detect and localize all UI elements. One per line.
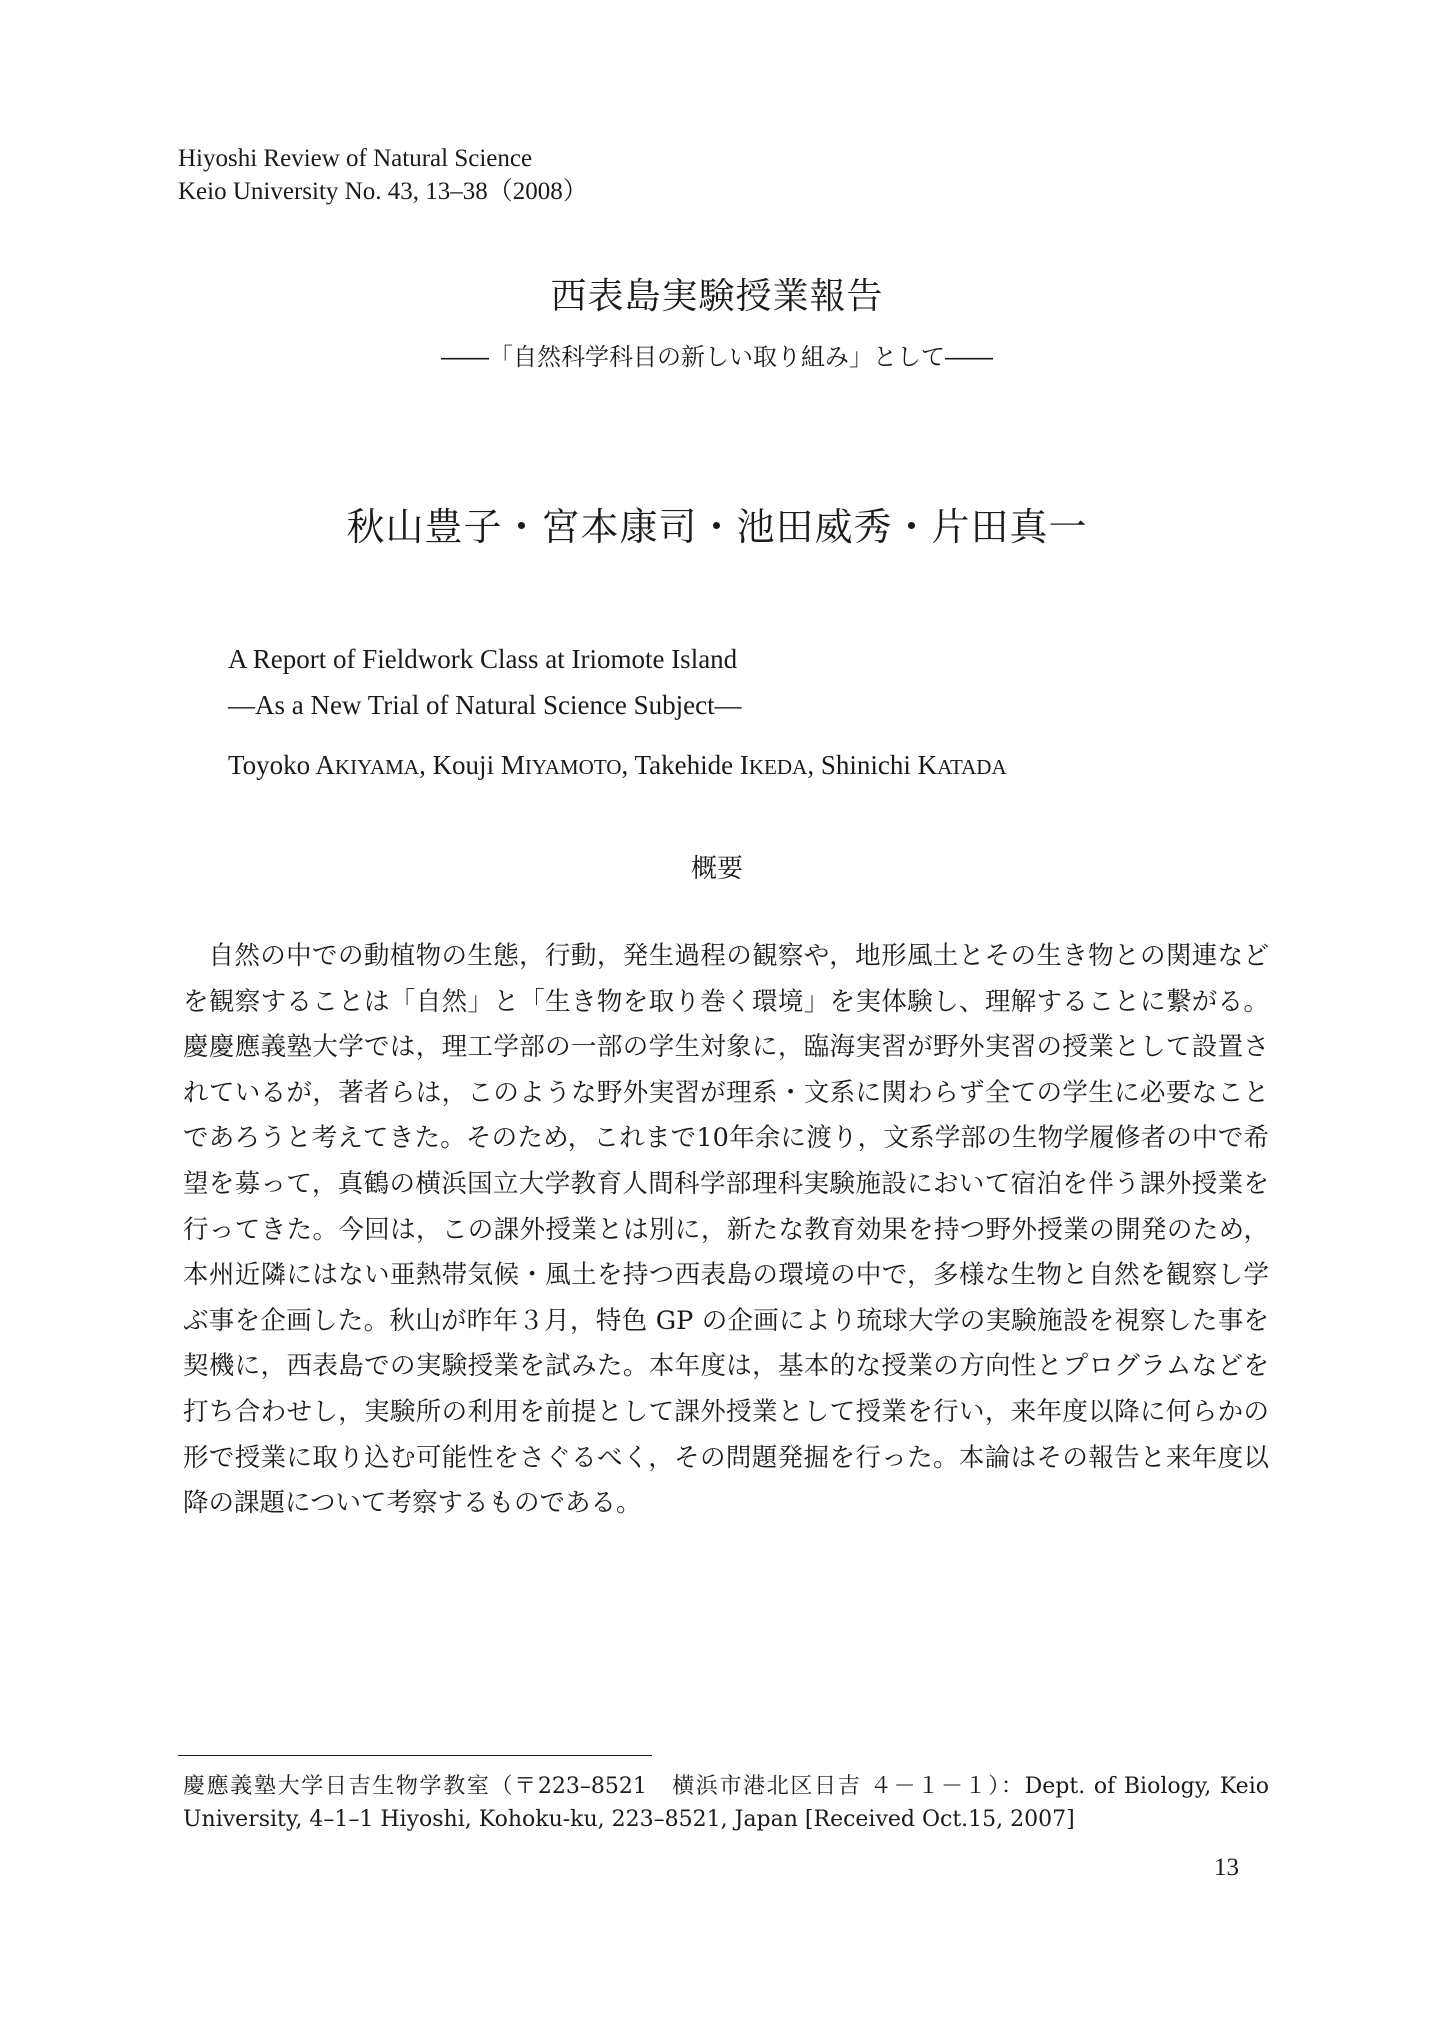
author-given-name: Shinichi — [820, 750, 918, 780]
author-english: Takehide IKEDA, — [634, 750, 821, 780]
footnote-divider — [178, 1755, 652, 1756]
author-family-name: AKIYAMA — [315, 750, 420, 780]
author-family-name: MIYAMOTO — [500, 750, 622, 780]
authors-japanese: 秋山豊子・宮本康司・池田威秀・片田真一 — [346, 505, 1088, 549]
author-english — [821, 750, 1007, 780]
author-given-name: Takehide — [634, 750, 740, 780]
paper-subtitle-japanese: ――「自然科学科目の新しい取り組み」として―― — [441, 343, 993, 371]
abstract-heading: 概要 — [690, 854, 743, 884]
author-family-name: KATADA — [917, 750, 1007, 780]
author-english: Kouji MIYAMOTO, — [432, 750, 635, 780]
journal-citation — [178, 142, 588, 208]
title-english-line: A Report of Fieldwork Class at Iriomote Island — [228, 644, 738, 674]
paper-title-english — [228, 636, 742, 728]
author-given-name: Toyoko — [228, 750, 316, 780]
abstract-body: 自然の中での動植物の生態，行動，発生過程の観察や，地形風土とその生き物との関連などを観察することは「自然」と「生き物を取り巻く環境」を実体験し、理解することに繋がる。慶慶應義塾大学では，理工学部の一部の学生対象に，臨海実習が野外実習の授業として設置されているが，著者らは，このような野外実習が理系・文系に関わらず全ての学生に必要なことであろうと考えてきた。そのため，これまで10年余に渡り，文系学部の生物学履修者の中で希望を募って，真鶴の横浜国立大学教育人間科学部理科実験施設において宿泊を伴う課外授業を行ってきた。今回は，この課外授業とは別に，新たな教育効果を持つ野外授業の開発のため，本州近隣にはない亜熱帯気候・風土を持つ西表島の環境の中で，多様な生物と自然を観察し学ぶ事を企画した。秋山が昨年３月，特色 GP の企画により琉球大学の実験施設を視察した事を契機に，西表島での実験授業を試みた。本年度は，基本的な授業の方向性とプログラムなどを打ち合わせし，実験所の利用を前提として課外授業として授業を行い，来年度以降に何らかの形で授業に取り込む可能性をさぐるべく，その問題発掘を行った。本論はその報告と来年度以降の課題について考察するものである。 — [183, 941, 1269, 1519]
authors-english — [228, 750, 1007, 781]
subtitle-english-line: —As a New Trial of Natural Science Subject— — [228, 690, 742, 720]
author-given-name: Kouji — [432, 750, 501, 780]
footnote-affiliation: 慶應義塾大学日吉生物学教室（〒223–8521 横浜市港北区日吉 ４－１－１）：Dept. of Biology, Keio University, 4–1–1 Hiyoshi, Kohoku-ku, 223–8521, Japan [Received Oct.15, 2007] — [183, 1774, 1269, 1832]
journal-issue: Keio University No. 43, 13–38（2008） — [178, 178, 588, 205]
author-family-name: IKEDA — [739, 750, 808, 780]
author-english: Toyoko AKIYAMA, — [228, 750, 433, 780]
journal-name: Hiyoshi Review of Natural Science — [178, 145, 533, 172]
page-number: 13 — [1214, 1854, 1239, 1881]
paper-title-japanese: 西表島実験授業報告 — [550, 276, 884, 317]
